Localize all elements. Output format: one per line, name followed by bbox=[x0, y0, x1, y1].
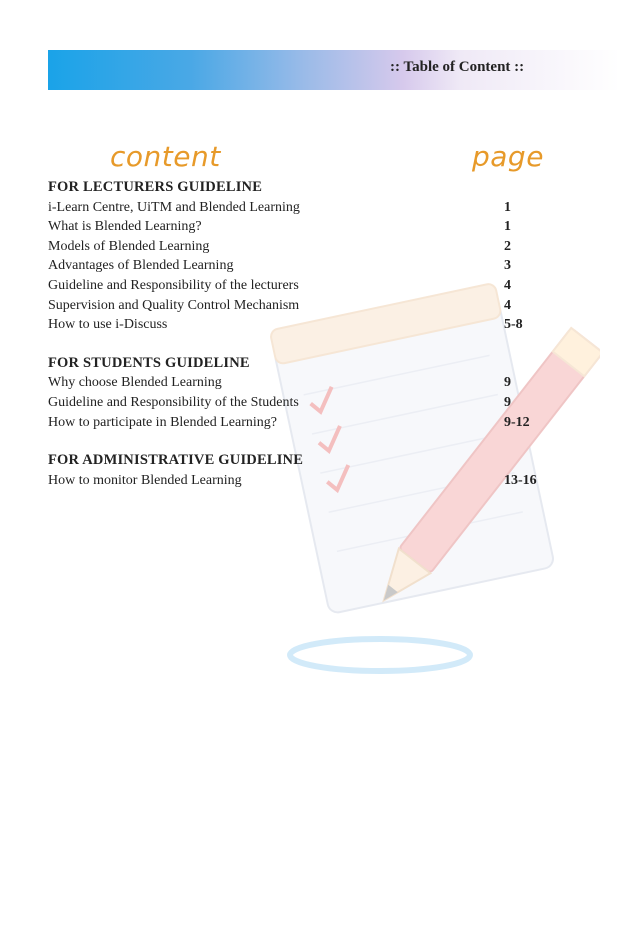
toc-entry[interactable] bbox=[48, 256, 568, 276]
section-title: FOR LECTURERS GUIDELINE bbox=[48, 179, 263, 195]
entry-page: 13-16 bbox=[504, 472, 537, 488]
entry-label: What is Blended Learning? bbox=[48, 219, 202, 235]
entry-page: 2 bbox=[504, 238, 511, 254]
section-title: FOR ADMINISTRATIVE GUIDELINE bbox=[48, 452, 304, 469]
entry-page: 5-8 bbox=[504, 317, 523, 333]
entry-label: Why choose Blended Learning bbox=[48, 375, 222, 391]
entry-page: 9 bbox=[504, 394, 511, 410]
entry-label: i-Learn Centre, UiTM and Blended Learning bbox=[48, 199, 300, 215]
page-title: :: Table of Content :: bbox=[390, 59, 525, 75]
entry-page: 4 bbox=[504, 297, 511, 313]
entry-page: 9-12 bbox=[504, 414, 530, 430]
toc-entry[interactable] bbox=[48, 373, 568, 393]
toc-entry[interactable] bbox=[48, 296, 568, 316]
entry-label: Guideline and Responsibility of the lecturers bbox=[48, 277, 299, 293]
entry-label: Guideline and Responsibility of the Students bbox=[48, 394, 299, 410]
toc-entry[interactable] bbox=[48, 315, 568, 335]
entry-page: 3 bbox=[504, 258, 511, 274]
entry-label: How to use i-Discuss bbox=[48, 317, 168, 333]
toc-section-students bbox=[48, 354, 568, 432]
header-gradient-bar bbox=[48, 50, 620, 90]
toc-entry[interactable] bbox=[48, 471, 568, 491]
entry-page: 4 bbox=[504, 277, 511, 293]
entry-page: 1 bbox=[504, 199, 511, 215]
table-of-contents bbox=[48, 178, 568, 509]
content-column-heading: content bbox=[110, 140, 221, 173]
entry-page: 1 bbox=[504, 219, 511, 235]
section-title: FOR STUDENTS GUIDELINE bbox=[48, 354, 250, 371]
entry-label: Models of Blended Learning bbox=[48, 238, 210, 254]
toc-entry[interactable] bbox=[48, 276, 568, 296]
entry-label: How to monitor Blended Learning bbox=[48, 472, 242, 488]
entry-label: How to participate in Blended Learning? bbox=[48, 414, 277, 430]
toc-entry[interactable] bbox=[48, 413, 568, 433]
toc-entry[interactable] bbox=[48, 198, 568, 218]
page-column-heading: page bbox=[472, 140, 544, 173]
toc-section-administrative bbox=[48, 451, 568, 490]
toc-section-lecturers bbox=[48, 178, 568, 335]
target-ring-icon bbox=[290, 639, 470, 671]
entry-label: Advantages of Blended Learning bbox=[48, 258, 234, 274]
entry-label: Supervision and Quality Control Mechanism bbox=[48, 297, 300, 313]
toc-entry[interactable] bbox=[48, 217, 568, 237]
toc-entry[interactable] bbox=[48, 393, 568, 413]
toc-entry[interactable] bbox=[48, 237, 568, 257]
entry-page: 9 bbox=[504, 375, 511, 391]
